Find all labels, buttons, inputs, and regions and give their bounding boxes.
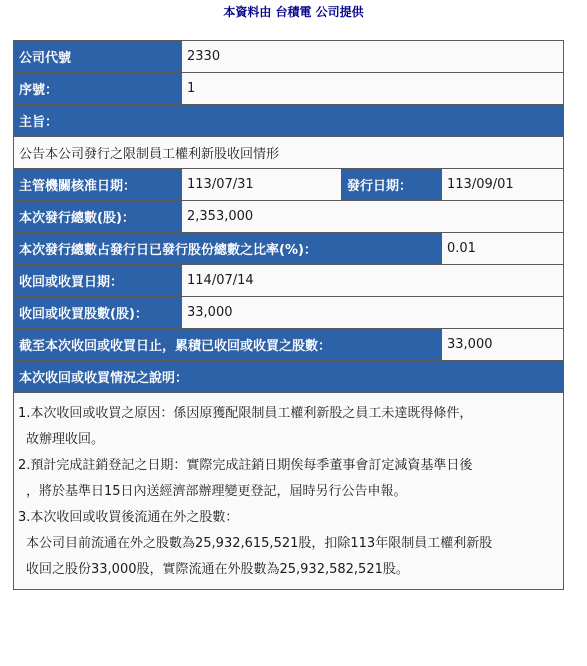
recall-date-value: 114/07/14: [182, 265, 564, 297]
source-header: 本資料由 台積電 公司提供: [223, 5, 364, 19]
row-description-label: [14, 361, 564, 393]
company-code-value: 2330: [182, 41, 564, 73]
row-total-issued: [14, 201, 564, 233]
subject-label: 主旨：: [14, 105, 564, 137]
issue-date-value: 113/09/01: [442, 169, 564, 201]
subject-value: 公告本公司發行之限制員工權利新股收回情形: [14, 137, 564, 169]
cumulative-shares-value: 33,000: [442, 329, 564, 361]
announcement-table: [13, 40, 564, 590]
note-line: ，將於基準日15日內送經濟部辦理變更登記，屆時另行公告申報。: [26, 484, 407, 499]
recall-date-label: 收回或收買日期：: [14, 265, 182, 297]
total-issued-label: 本次發行總數(股)：: [14, 201, 182, 233]
row-issued-ratio: [14, 233, 564, 265]
note-line: 故辦理收回。: [26, 432, 105, 447]
issue-date-label: 發行日期：: [342, 169, 442, 201]
company-code-label: 公司代號: [14, 41, 182, 73]
cumulative-shares-label: 截至本次收回或收買日止，累積已收回或收買之股數：: [14, 329, 442, 361]
approval-date-label: 主管機關核准日期：: [14, 169, 182, 201]
issued-ratio-value: 0.01: [442, 233, 564, 265]
note-line: 本公司目前流通在外之股數為25,932,615,521股，扣除113年限制員工權利新股: [26, 536, 493, 551]
approval-date-value: 113/07/31: [182, 169, 342, 201]
issued-ratio-label: 本次發行總數占發行日已發行股份總數之比率(%)：: [14, 233, 442, 265]
recall-shares-label: 收回或收買股數(股)：: [14, 297, 182, 329]
note-line: 3.本次收回或收買後流通在外之股數：: [18, 510, 239, 525]
row-dates: [14, 169, 564, 201]
note-line: 1.本次收回或收買之原因：係因原獲配限制員工權利新股之員工未達既得條件，: [18, 406, 473, 421]
row-subject-label: [14, 105, 564, 137]
serial-no-value: 1: [182, 73, 564, 105]
description-notes: [14, 393, 564, 590]
description-label: 本次收回或收買情況之說明：: [14, 361, 564, 393]
row-recall-shares: [14, 297, 564, 329]
row-recall-date: [14, 265, 564, 297]
note-line: 收回之股份33,000股，實際流通在外股數為25,932,582,521股。: [26, 562, 409, 577]
row-serial-no: [14, 73, 564, 105]
note-line: 2.預計完成註銷登記之日期：實際完成註銷日期俟每季董事會訂定減資基準日後: [18, 458, 473, 473]
row-description-notes: [14, 393, 564, 590]
row-cumulative-shares: [14, 329, 564, 361]
row-subject-value: [14, 137, 564, 169]
total-issued-value: 2,353,000: [182, 201, 564, 233]
serial-no-label: 序號：: [14, 73, 182, 105]
recall-shares-value: 33,000: [182, 297, 564, 329]
row-company-code: [14, 41, 564, 73]
